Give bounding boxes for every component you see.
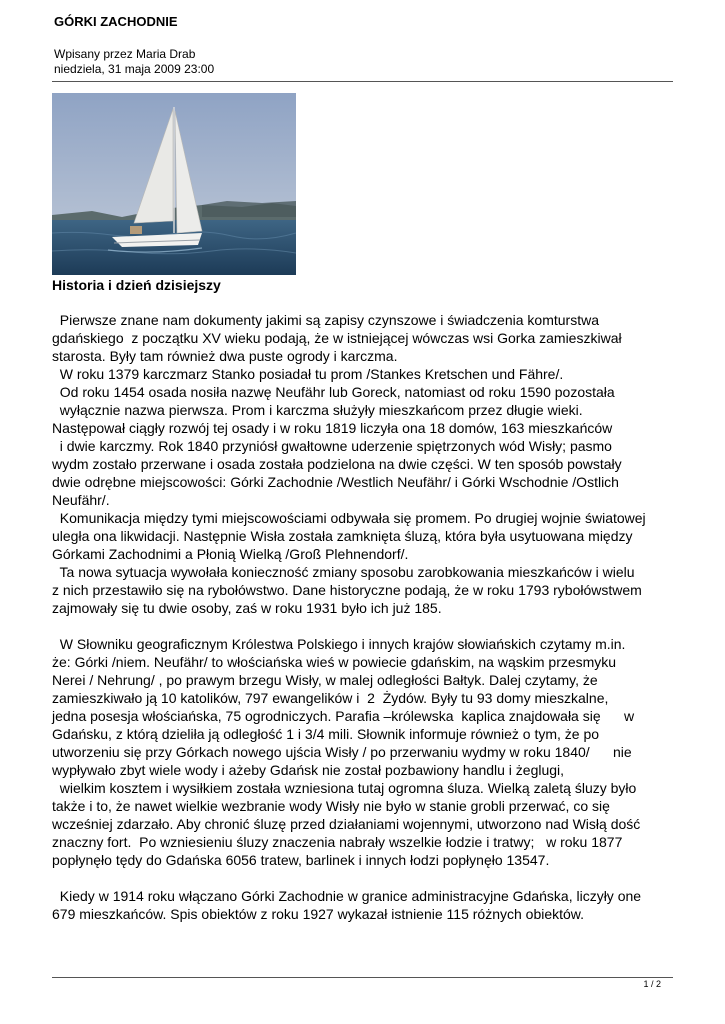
- text-line: gdańskiego z początku XV wieku podają, że w istniejącej wówczas wsi Gorka zamieszkiwał: [52, 330, 622, 346]
- paragraph-spacer: [52, 869, 677, 887]
- text-line: dwie odrębne miejscowości: Górki Zachodnie /Westlich Neufähr/ i Górki Wschodnie /Ostlich: [52, 474, 619, 490]
- header-divider: [52, 81, 673, 82]
- page-number: 1 / 2: [643, 979, 661, 989]
- sailboat-photo: [52, 93, 296, 275]
- text-line: utworzeniu się przy Górkach nowego ujścia Wisły / po przerwaniu wydmy w roku 1840/ nie: [52, 744, 632, 760]
- text-line: Komunikacja między tymi miejscowościami odbywała się promem. Po drugiej wojnie światowej: [52, 510, 646, 526]
- text-line: 679 mieszkańców. Spis obiektów z roku 1927 wykazał istnienie 115 różnych obiektów.: [52, 906, 585, 922]
- article-meta: [54, 47, 214, 77]
- text-line: Neufähr/.: [52, 492, 110, 508]
- footer-divider: [52, 977, 673, 978]
- text-line: i dwie karczmy. Rok 1840 przyniósł gwałtowne uderzenie spiętrzonych wód Wisły; pasmo: [52, 438, 612, 454]
- text-line: Nerei / Nehrung/ , po prawym brzegu Wisły, w malej odległości Bałtyk. Dalej czytamy, że: [52, 672, 598, 688]
- text-line: Gdańsku, z którą dzieliła ją odległość 1 i 3/4 mili. Słownik informuje również o tym, że po: [52, 726, 600, 742]
- author-line: Wpisany przez Maria Drab: [54, 47, 196, 61]
- text-line: W roku 1379 karczmarz Stanko posiadał tu prom /Stankes Kretschen und Fähre/.: [52, 366, 564, 382]
- article-body: [52, 311, 677, 923]
- text-line: Pierwsze znane nam dokumenty jakimi są zapisy czynszowe i świadczenia komturstwa: [52, 312, 599, 328]
- paragraph-spacer: [52, 617, 677, 635]
- text-line: zamieszkiwało ją 10 katolików, 797 ewangelików i 2 Żydów. Były tu 93 domy mieszkalne,: [52, 690, 609, 706]
- date-line: niedziela, 31 maja 2009 23:00: [54, 62, 215, 76]
- text-line: Od roku 1454 osada nosiła nazwę Neufähr lub Goreck, natomiast od roku 1590 pozostała: [52, 384, 615, 400]
- text-line: jedna posesja włościańska, 75 ogrodniczych. Parafia –królewska kaplica znajdowała się w: [52, 708, 635, 724]
- text-line: Górkami Zachodnimi a Płonią Wielką /Groß Plehnendorf/.: [52, 546, 409, 562]
- section-heading: Historia i dzień dzisiejszy: [52, 277, 221, 293]
- text-line: Ta nowa sytuacja wywołała konieczność zmiany sposobu zarobkowania mieszkańców i wielu: [52, 564, 635, 580]
- article-title: GÓRKI ZACHODNIE: [54, 14, 178, 29]
- text-line: Kiedy w 1914 roku włączano Górki Zachodnie w granice administracyjne Gdańska, liczyły one: [52, 888, 642, 904]
- text-line: Następował ciągły rozwój tej osady i w roku 1819 liczyła ona 18 domów, 163 mieszkańców: [52, 420, 613, 436]
- text-line: wcześniej zdarzało. Aby chronić śluzę przed działaniami wojennymi, utworzono nad Wisłą dość: [52, 816, 641, 832]
- text-line: znaczny fort. Po wzniesieniu śluzy znaczenia nabrały wszelkie łodzie i tratwy; w roku 1877: [52, 834, 623, 850]
- text-line: wyłącznie nazwa pierwsza. Prom i karczma służyły mieszkańcom przez długie wieki.: [52, 402, 583, 418]
- text-line: wypływało zbyt wiele wody i ażeby Gdańsk nie został pozbawiony handlu i żeglugi,: [52, 762, 565, 778]
- text-line: z nich przestawiło się na rybołówstwo. Dane historyczne podają, że w roku 1793 rybołówstwem: [52, 582, 642, 598]
- text-line: także i to, że nawet wielkie wezbranie wody Wisły nie było w stanie grobli przerwać, co się: [52, 798, 610, 814]
- text-line: popłynęło tędy do Gdańska 6056 tratew, barlinek i innych łodzi popłynęło 13547.: [52, 852, 550, 868]
- text-line: wydm zostało przerwane i osada została podzielona na dwie części. W ten sposób powstały: [52, 456, 622, 472]
- text-line: zajmowały się tu dwie osoby, zaś w roku 1931 było ich już 185.: [52, 600, 442, 616]
- text-line: uległa ona likwidacji. Następnie Wisła została zamknięta śluzą, która była usytuowana między: [52, 528, 633, 544]
- text-line: że: Górki /niem. Neufähr/ to włościańska wieś w powiecie gdańskim, na wąskim przesmyku: [52, 654, 617, 670]
- text-line: wielkim kosztem i wysiłkiem została wzniesiona tutaj ogromna śluza. Wielką zaletą śluzy było: [52, 780, 637, 796]
- text-line: starosta. Były tam również dwa puste ogrody i karczma.: [52, 348, 398, 364]
- text-line: W Słowniku geograficznym Królestwa Polskiego i innych krajów słowiańskich czytamy m.in.: [52, 636, 626, 652]
